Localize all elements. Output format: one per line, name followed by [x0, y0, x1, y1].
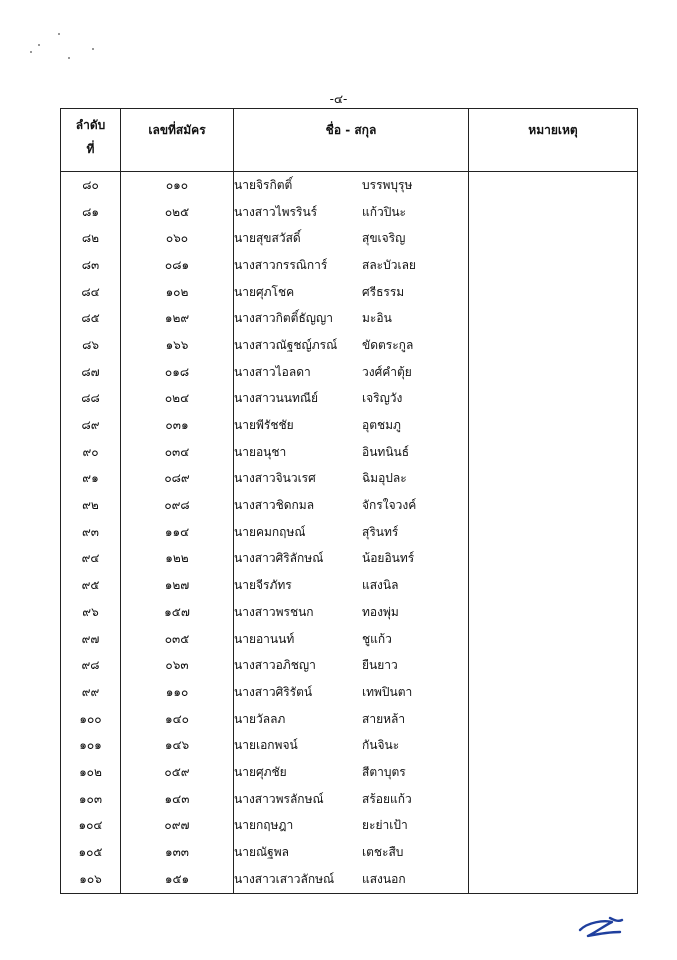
full-name-cell: [234, 199, 469, 226]
first-name: นางสาวกรรณิการ์: [234, 257, 328, 272]
table-row: [61, 732, 638, 759]
last-name: จักรใจวงค์: [362, 498, 417, 513]
full-name-cell: [234, 572, 469, 599]
remark-cell: [469, 866, 638, 893]
table-row: [61, 652, 638, 679]
application-number-cell: ๐๓๔: [121, 439, 234, 466]
table-row: [61, 172, 638, 199]
table-row: [61, 786, 638, 813]
table-row: [61, 519, 638, 546]
order-number-cell: ๘๙: [61, 412, 121, 439]
full-name-cell: [234, 786, 469, 813]
order-number-cell: ๑๐๐: [61, 706, 121, 733]
full-name-cell: [234, 599, 469, 626]
first-name: นายจิรกิตติ์: [234, 177, 293, 192]
remark-cell: [469, 786, 638, 813]
last-name: อุตชมภู: [362, 418, 401, 433]
candidate-table: [60, 108, 638, 894]
last-name: สุรินทร์: [362, 524, 399, 539]
page-number: -๔-: [329, 92, 348, 106]
table-row: [61, 225, 638, 252]
remark-cell: [469, 759, 638, 786]
first-name: นางสาวณัฐชญ์ภรณ์: [234, 337, 338, 352]
remark-cell: [469, 706, 638, 733]
full-name-cell: [234, 386, 469, 413]
table-row: [61, 866, 638, 893]
signature-mark: [574, 912, 626, 942]
order-number-cell: ๘๔: [61, 279, 121, 306]
full-name-cell: [234, 305, 469, 332]
application-number-cell: ๑๕๑: [121, 866, 234, 893]
last-name: ยืนยาว: [362, 658, 398, 673]
first-name: นายวัลลภ: [234, 711, 286, 726]
table-row: [61, 305, 638, 332]
remark-cell: [469, 332, 638, 359]
application-number-cell: ๐๖๐: [121, 225, 234, 252]
application-number-cell: ๐๘๙: [121, 466, 234, 493]
application-number-cell: ๐๘๑: [121, 252, 234, 279]
last-name: สีตาบุตร: [362, 764, 406, 779]
order-number-cell: ๑๐๔: [61, 813, 121, 840]
first-name: นางสาวพรลักษณ์: [234, 791, 324, 806]
full-name-cell: [234, 519, 469, 546]
last-name: เตชะสืบ: [362, 845, 404, 860]
order-number-cell: ๘๗: [61, 359, 121, 386]
application-number-cell: ๐๑๐: [121, 172, 234, 199]
first-name: นางสาวไอลดา: [234, 364, 311, 379]
remark-cell: [469, 252, 638, 279]
order-number-cell: ๙๖: [61, 599, 121, 626]
first-name: นายศุภชัย: [234, 764, 287, 779]
last-name: สละบัวเลย: [362, 257, 416, 272]
full-name-cell: [234, 813, 469, 840]
first-name: นางสาวศิริลักษณ์: [234, 551, 324, 566]
header-remark: หมายเหตุ: [469, 109, 638, 172]
order-number-cell: ๘๕: [61, 305, 121, 332]
application-number-cell: ๑๐๒: [121, 279, 234, 306]
full-name-cell: [234, 706, 469, 733]
full-name-cell: [234, 439, 469, 466]
remark-cell: [469, 359, 638, 386]
last-name: กันจินะ: [362, 738, 400, 753]
order-number-cell: ๘๓: [61, 252, 121, 279]
last-name: สายหล้า: [362, 711, 406, 726]
first-name: นางสาวศิริรัตน์: [234, 684, 313, 699]
last-name: ฉิมอุปละ: [362, 471, 407, 486]
order-number-cell: ๙๙: [61, 679, 121, 706]
table-row: [61, 572, 638, 599]
application-number-cell: ๑๔๐: [121, 706, 234, 733]
table-row: [61, 599, 638, 626]
application-number-cell: ๐๓๕: [121, 626, 234, 653]
order-number-cell: ๙๘: [61, 652, 121, 679]
application-number-cell: ๑๓๓: [121, 839, 234, 866]
full-name-cell: [234, 839, 469, 866]
full-name-cell: [234, 412, 469, 439]
first-name: นายกฤษฎา: [234, 818, 294, 833]
order-number-cell: ๑๐๕: [61, 839, 121, 866]
first-name: นางสาวอภิชญา: [234, 658, 316, 673]
full-name-cell: [234, 225, 469, 252]
application-number-cell: ๐๙๘: [121, 492, 234, 519]
last-name: แสงนิล: [362, 578, 399, 593]
full-name-cell: [234, 466, 469, 493]
application-number-cell: ๐๖๓: [121, 652, 234, 679]
application-number-cell: ๑๑๔: [121, 519, 234, 546]
table-row: [61, 679, 638, 706]
last-name: มะอิน: [362, 311, 392, 326]
header-order-number-line1: ลำดับ: [75, 118, 106, 132]
first-name: นายจีรภัทร: [234, 578, 292, 593]
application-number-cell: ๑๒๙: [121, 305, 234, 332]
full-name-cell: [234, 252, 469, 279]
order-number-cell: ๘๖: [61, 332, 121, 359]
full-name-cell: [234, 172, 469, 199]
remark-cell: [469, 386, 638, 413]
last-name: สุขเจริญ: [362, 231, 406, 246]
table-row: [61, 626, 638, 653]
table-row: [61, 759, 638, 786]
first-name: นางสาวไพรรินร์: [234, 204, 318, 219]
application-number-cell: ๐๙๗: [121, 813, 234, 840]
order-number-cell: ๘๑: [61, 199, 121, 226]
remark-cell: [469, 839, 638, 866]
first-name: นายอนุชา: [234, 444, 287, 459]
last-name: เจริญวัง: [362, 391, 403, 406]
table-row: [61, 279, 638, 306]
order-number-cell: ๘๘: [61, 386, 121, 413]
order-number-cell: ๑๐๑: [61, 732, 121, 759]
order-number-cell: ๙๔: [61, 546, 121, 573]
header-full-name: ชื่อ - สกุล: [234, 109, 469, 172]
full-name-cell: [234, 732, 469, 759]
full-name-cell: [234, 866, 469, 893]
full-name-cell: [234, 679, 469, 706]
remark-cell: [469, 652, 638, 679]
remark-cell: [469, 546, 638, 573]
remark-cell: [469, 279, 638, 306]
header-order-number: [61, 109, 121, 172]
application-number-cell: ๑๒๒: [121, 546, 234, 573]
first-name: นายพีรัชชัย: [234, 418, 294, 433]
last-name: เทพปินตา: [362, 684, 413, 699]
first-name: นางสาวชิดกมล: [234, 498, 315, 513]
application-number-cell: ๑๖๖: [121, 332, 234, 359]
remark-cell: [469, 172, 638, 199]
order-number-cell: ๙๒: [61, 492, 121, 519]
table-header-row: [61, 109, 638, 172]
order-number-cell: ๑๐๒: [61, 759, 121, 786]
last-name: ทองพุ่ม: [362, 604, 399, 619]
last-name: วงศ์คำตุ้ย: [362, 364, 412, 379]
first-name: นายสุขสวัสดิ์: [234, 231, 301, 246]
first-name: นายณัฐพล: [234, 845, 289, 860]
table-row: [61, 412, 638, 439]
remark-cell: [469, 412, 638, 439]
order-number-cell: ๑๐๓: [61, 786, 121, 813]
header-order-number-line2: ที่: [86, 142, 95, 156]
header-application-number: เลขที่สมัคร: [121, 109, 234, 172]
last-name: ศรีธรรม: [362, 284, 405, 299]
application-number-cell: ๑๔๖: [121, 732, 234, 759]
first-name: นายศุภโชค: [234, 284, 295, 299]
first-name: นายคมกฤษณ์: [234, 524, 306, 539]
order-number-cell: ๙๕: [61, 572, 121, 599]
table-row: [61, 466, 638, 493]
full-name-cell: [234, 492, 469, 519]
table-row: [61, 386, 638, 413]
remark-cell: [469, 572, 638, 599]
remark-cell: [469, 466, 638, 493]
full-name-cell: [234, 332, 469, 359]
last-name: สร้อยแก้ว: [362, 791, 412, 806]
application-number-cell: ๐๒๕: [121, 199, 234, 226]
application-number-cell: ๑๕๗: [121, 599, 234, 626]
first-name: นายเอกพจน์: [234, 738, 298, 753]
first-name: นายอานนท์: [234, 631, 295, 646]
table-row: [61, 439, 638, 466]
remark-cell: [469, 732, 638, 759]
full-name-cell: [234, 546, 469, 573]
last-name: บรรพบุรุษ: [362, 177, 413, 192]
table-row: [61, 252, 638, 279]
remark-cell: [469, 519, 638, 546]
table-row: [61, 359, 638, 386]
order-number-cell: ๘๐: [61, 172, 121, 199]
application-number-cell: ๐๑๘: [121, 359, 234, 386]
first-name: นางสาวกิตติ์ธัญญา: [234, 311, 333, 326]
first-name: นางสาวเสาวลักษณ์: [234, 871, 335, 886]
order-number-cell: ๑๐๖: [61, 866, 121, 893]
table-row: [61, 546, 638, 573]
last-name: น้อยอินทร์: [362, 551, 415, 566]
table-row: [61, 492, 638, 519]
application-number-cell: ๐๕๙: [121, 759, 234, 786]
remark-cell: [469, 492, 638, 519]
order-number-cell: ๘๒: [61, 225, 121, 252]
remark-cell: [469, 199, 638, 226]
last-name: ขัดตระกูล: [362, 337, 414, 352]
last-name: ยะย่าเป้า: [362, 818, 408, 833]
table-row: [61, 813, 638, 840]
application-number-cell: ๑๒๗: [121, 572, 234, 599]
table-row: [61, 706, 638, 733]
application-number-cell: ๐๒๔: [121, 386, 234, 413]
remark-cell: [469, 439, 638, 466]
remark-cell: [469, 813, 638, 840]
order-number-cell: ๙๓: [61, 519, 121, 546]
full-name-cell: [234, 652, 469, 679]
table-row: [61, 199, 638, 226]
full-name-cell: [234, 759, 469, 786]
first-name: นางสาวพรชนก: [234, 604, 314, 619]
remark-cell: [469, 626, 638, 653]
application-number-cell: ๑๑๐: [121, 679, 234, 706]
last-name: แก้วปินะ: [362, 204, 407, 219]
order-number-cell: ๙๑: [61, 466, 121, 493]
last-name: ชูแก้ว: [362, 631, 392, 646]
table-row: [61, 839, 638, 866]
last-name: อินทนินธ์: [362, 444, 410, 459]
order-number-cell: ๙๐: [61, 439, 121, 466]
full-name-cell: [234, 359, 469, 386]
order-number-cell: ๙๗: [61, 626, 121, 653]
full-name-cell: [234, 626, 469, 653]
application-number-cell: ๐๓๑: [121, 412, 234, 439]
remark-cell: [469, 679, 638, 706]
last-name: แสงนอก: [362, 871, 406, 886]
table-row: [61, 332, 638, 359]
remark-cell: [469, 599, 638, 626]
first-name: นางสาวนนทณีย์: [234, 391, 319, 406]
remark-cell: [469, 305, 638, 332]
first-name: นางสาวจินวเรศ: [234, 471, 316, 486]
application-number-cell: ๑๔๓: [121, 786, 234, 813]
remark-cell: [469, 225, 638, 252]
full-name-cell: [234, 279, 469, 306]
